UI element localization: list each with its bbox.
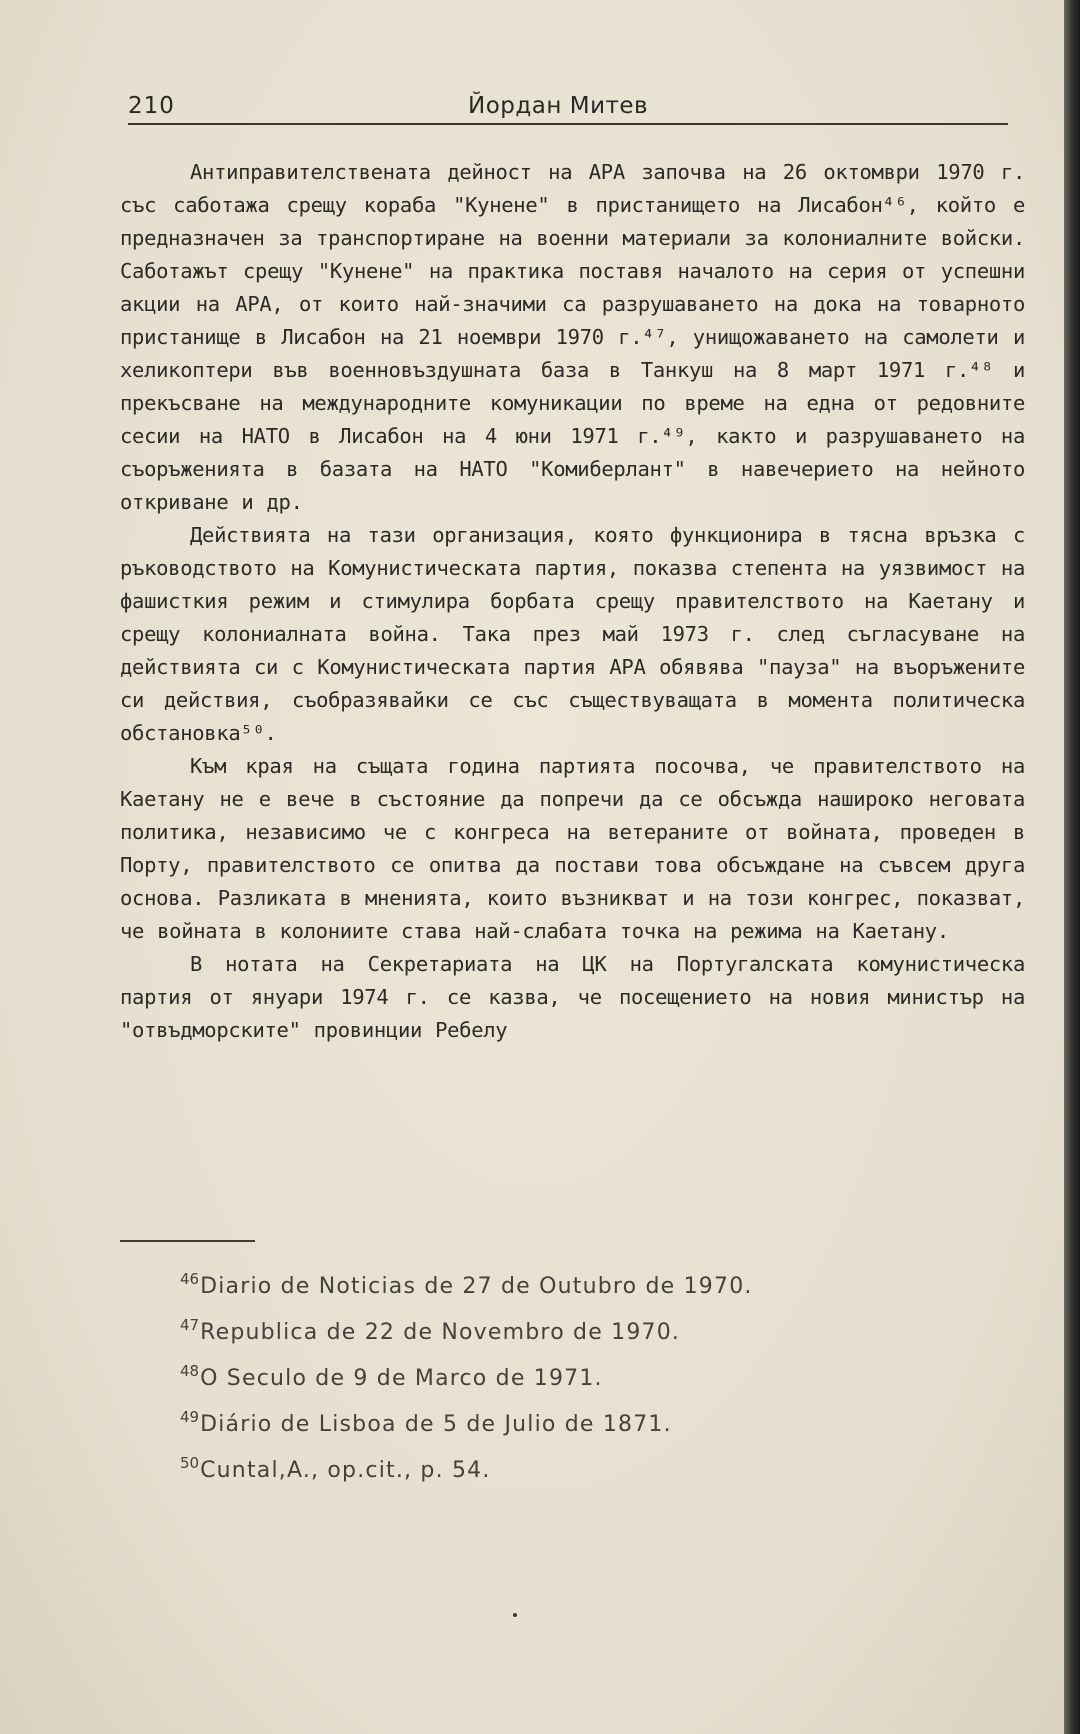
paragraph-4: В нотата на Секретариата на ЦК на Португалската комунистическа партия от януари 1974 г. се казва, че посещението на новия министър на "отвъдморските" провинции Ребелу [120,952,1025,1042]
page-number: 210 [128,93,175,119]
footnote-47 [180,1302,980,1348]
footnote-text: O Seculo de 9 de Marco de 1971. [200,1366,603,1391]
body-text [120,156,1025,1047]
paragraph-1: Антиправителствената дейност на АРА започва на 26 октомври 1970 г. със саботажа срещу кораба "Кунене" в пристанището на Лисабон⁴⁶, който е предназначен за транспортиране на военни материали за колониалните войски. Саботажът срещу "Кунене" на практика поставя началото на серия от успешни акции на АРА, от които най-значими са разрушаването на дока на товарното пристанище в Лисабон на 21 ноември 1970 г.⁴⁷, унищожаването на самолети и хеликоптери във военновъздушната база в Танкуш на 8 март 1971 г.⁴⁸ и прекъсване на международните комуникации по време на една от редовните сесии на НАТО в Лисабон на 4 юни 1971 г.⁴⁹, както и разрушаването на съоръженията в базата на НАТО "Комиберлант" в навечерието на нейното откриване и др. [120,160,1025,514]
paragraph-3: Към края на същата година партията посочва, че правителството на Каетану не е вече в състояние да попречи да се обсъжда нашироко неговата политика, независимо че с конгреса на ветераните от войната, проведен в Порту, правителството се опитва да постави това обсъждане на съвсем друга основа. Разликата в мненията, които възникват и на този конгрес, показват, че войната в колониите става най-слабата точка на режима на Каетану. [120,754,1025,943]
footnote-50 [180,1440,980,1486]
footnote-49 [180,1394,980,1440]
running-head-author: Йордан Митев [468,93,649,119]
footnote-marker: 50 [180,1454,200,1472]
footnote-text: Cuntal,A., op.cit., p. 54. [200,1458,491,1483]
footnote-text: Diário de Lisboa de 5 de Julio de 1871. [200,1412,672,1437]
footnotes [180,1256,980,1486]
footnote-48 [180,1348,980,1394]
page-edge-shadow [1064,0,1080,1734]
header-rule [128,123,1008,125]
paragraph-2: Действията на тази организация, която функционира в тясна връзка с ръководството на Комунистическата партия, показва степента на уязвимост на фашисткия режим и стимулира борбата срещу правителството на Каетану и срещу колониалната война. Така през май 1973 г. след съгласуване на действията си с Комунистическата партия АРА обявява "пауза" на въоръжените си действия, съобразявайки се със съществуващата в момента политическа обстановка⁵⁰. [120,523,1025,745]
footnote-separator [120,1240,255,1242]
ink-speck [513,1613,517,1617]
footnote-text: Diario de Noticias de 27 de Outubro de 1970. [200,1274,753,1299]
footnote-marker: 48 [180,1362,200,1380]
footnote-marker: 47 [180,1316,200,1334]
page-header [128,93,1008,123]
footnote-text: Republica de 22 de Novembro de 1970. [200,1320,681,1345]
footnote-46 [180,1256,980,1302]
footnote-marker: 49 [180,1408,200,1426]
footnote-marker: 46 [180,1270,200,1288]
